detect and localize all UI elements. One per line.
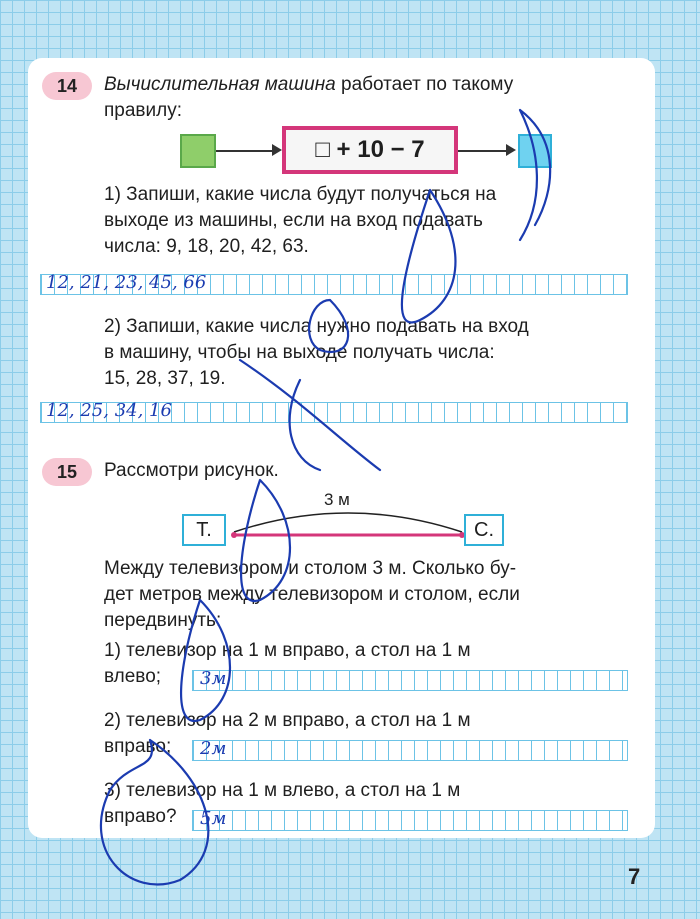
ex14-q1-line1: 1) Запиши, какие числа будут получаться на: [104, 184, 497, 205]
ex15-answer1: 3м: [200, 668, 227, 689]
ex15-q2-line2: вправо;: [104, 736, 172, 757]
ex14-answer2: 12, 25, 34, 16: [46, 400, 172, 421]
ex14-q1-line3: числа: 9, 18, 20, 42, 63.: [104, 236, 309, 257]
ex15-q3-line1: 3) телевизор на 1 м влево, а стол на 1 м: [104, 780, 461, 801]
tv-label-box: Т.: [182, 514, 226, 546]
exercise-14-title-rest: работает по такому: [335, 74, 514, 95]
exercise-15-title: Рассмотри рисунок.: [104, 460, 279, 481]
ex15-q1-line1: 1) телевизор на 1 м вправо, а стол на 1 м: [104, 640, 471, 661]
ex14-answer1: 12, 21, 23, 45, 66: [46, 272, 207, 293]
exercise-15-badge: 15: [42, 458, 92, 486]
ex14-q2-line3: 15, 28, 37, 19.: [104, 368, 226, 389]
page-number: 7: [628, 864, 641, 889]
ex15-text-line1: Между телевизором и столом 3 м. Сколько бу-: [104, 558, 517, 579]
ex14-q2-line2: в машину, чтобы на выходе получать числа:: [104, 342, 495, 363]
ex15-answer3: 5м: [200, 808, 227, 829]
ex15-q3-line2: вправо?: [104, 806, 177, 827]
ex15-q2-line1: 2) телевизор на 2 м вправо, а стол на 1 м: [104, 710, 471, 731]
exercise-14-badge: 14: [42, 72, 92, 100]
ex15-q1-line2: влево;: [104, 666, 162, 687]
machine-rule-box: □ + 10 − 7: [282, 126, 458, 174]
ex15-text-line2: дет метров между телевизором и столом, если: [104, 584, 520, 605]
ex15-answer2: 2м: [200, 738, 227, 759]
exercise-14-title-italic: Вычислительная машина: [104, 74, 336, 95]
ex15-text-line3: передвинуть:: [104, 610, 222, 631]
ex14-q1-line2: выходе из машины, если на вход подавать: [104, 210, 483, 231]
exercise-14-title-line2: правилу:: [104, 100, 182, 121]
ex14-q2-line1: 2) Запиши, какие числа нужно подавать на вход: [104, 316, 529, 337]
distance-label: 3 м: [324, 490, 350, 509]
table-label-box: С.: [464, 514, 504, 546]
